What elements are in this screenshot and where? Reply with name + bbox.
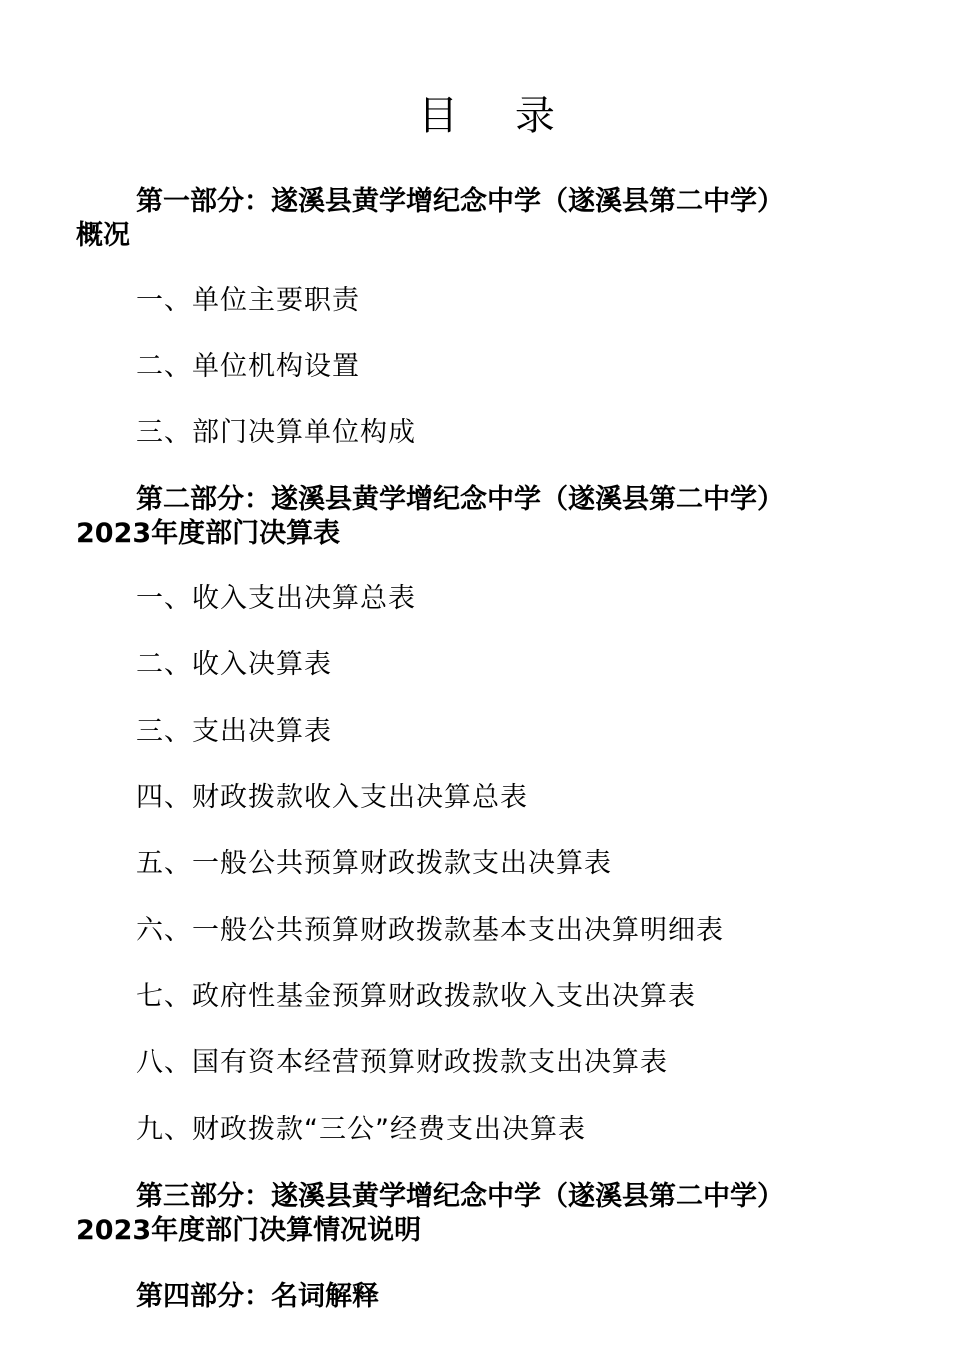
part-3-heading-cont xyxy=(76,1214,856,1247)
part-4-heading-line1: 第四部分：名词解释 xyxy=(136,1281,379,1312)
page-title: 目 录 xyxy=(418,93,577,139)
part-4-heading xyxy=(76,1280,856,1313)
toc-item: 四、财政拨款收入支出决算总表 xyxy=(136,782,528,813)
part-1-heading-line2: 概况 xyxy=(76,220,130,251)
part-1-heading xyxy=(76,185,856,218)
part-2-heading-line2: 2023年度部门决算表 xyxy=(76,518,341,549)
toc-item: 三、部门决算单位构成 xyxy=(136,417,416,448)
toc-item: 八、国有资本经营预算财政拨款支出决算表 xyxy=(136,1047,668,1078)
part-2-heading xyxy=(76,483,856,516)
toc-item: 一、收入支出决算总表 xyxy=(136,583,416,614)
part-2-heading-cont xyxy=(76,517,856,550)
toc-item: 九、财政拨款“三公”经费支出决算表 xyxy=(136,1114,586,1145)
part-3-heading xyxy=(76,1180,856,1213)
toc-item: 二、单位机构设置 xyxy=(136,351,360,382)
part-3-heading-line2: 2023年度部门决算情况说明 xyxy=(76,1215,422,1246)
toc-item: 二、收入决算表 xyxy=(136,649,332,680)
part-3-heading-line1: 第三部分：遂溪县黄学增纪念中学（遂溪县第二中学） xyxy=(136,1181,784,1212)
part-1-heading-cont xyxy=(76,219,856,252)
toc-item: 五、一般公共预算财政拨款支出决算表 xyxy=(136,848,612,879)
part-2-heading-line1: 第二部分：遂溪县黄学增纪念中学（遂溪县第二中学） xyxy=(136,484,784,515)
toc-item: 七、政府性基金预算财政拨款收入支出决算表 xyxy=(136,981,696,1012)
toc-item: 六、一般公共预算财政拨款基本支出决算明细表 xyxy=(136,915,724,946)
part-1-heading-line1: 第一部分：遂溪县黄学增纪念中学（遂溪县第二中学） xyxy=(136,186,784,217)
toc-item: 三、支出决算表 xyxy=(136,716,332,747)
toc-item: 一、单位主要职责 xyxy=(136,285,360,316)
